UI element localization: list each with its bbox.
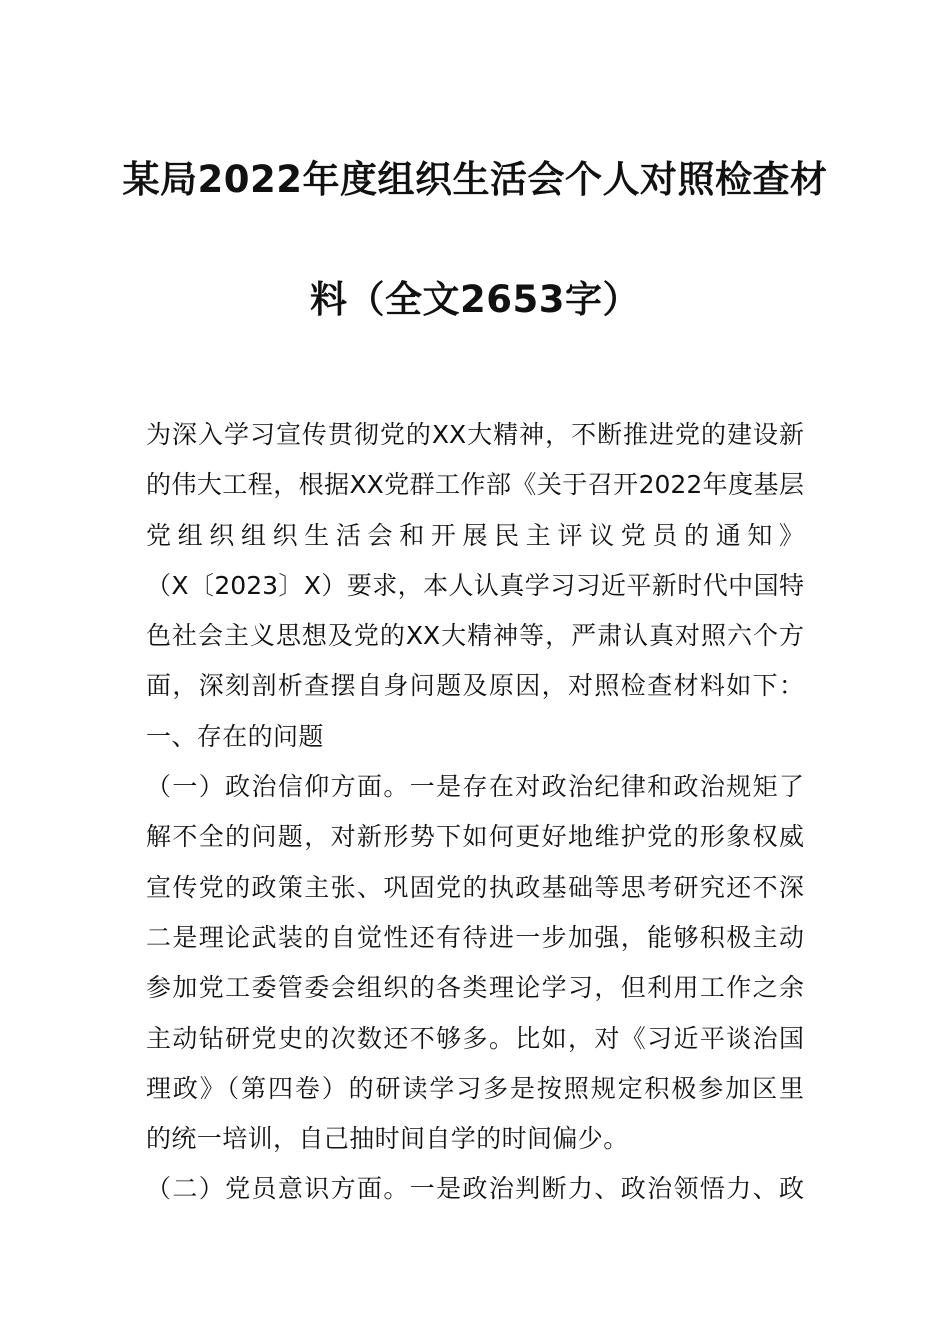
body-line: 的伟大工程，根据XX党群工作部《关于召开2022年度基层 — [146, 470, 804, 500]
body-line: 理政》（第四卷）的研读学习多是按照规定积极参加区里 — [146, 1073, 804, 1103]
body-line: （X〔2023〕X）要求，本人认真学习习近平新时代中国特 — [146, 570, 804, 600]
body-line: 二是理论武装的自觉性还有待进一步加强，能够积极主动 — [146, 922, 804, 952]
body-line: 参加党工委管委会组织的各类理论学习，但利用工作之余 — [146, 973, 804, 1003]
body-line: 宣传党的政策主张、巩固党的执政基础等思考研究还不深 — [146, 872, 804, 902]
document-body — [146, 410, 804, 1215]
body-line: 面，深刻剖析查摆自身问题及原因，对照检查材料如下： — [146, 671, 804, 701]
section-heading: 一、存在的问题 — [146, 721, 324, 751]
document-title-line-2: 料（全文2653字） — [310, 278, 640, 321]
body-line: 的统一培训，自己抽时间自学的时间偏少。 — [146, 1124, 629, 1154]
body-line: 党组织组织生活会和开展民主评议党员的通知》 — [146, 520, 804, 550]
body-line: 解不全的问题，对新形势下如何更好地维护党的形象权威 — [146, 822, 804, 852]
body-line: （一）政治信仰方面。一是存在对政治纪律和政治规矩了 — [146, 772, 804, 802]
body-line: （二）党员意识方面。一是政治判断力、政治领悟力、政 — [146, 1174, 804, 1204]
body-line: 色社会主义思想及党的XX大精神等，严肃认真对照六个方 — [146, 621, 804, 651]
body-line: 为深入学习宣传贯彻党的XX大精神，不断推进党的建设新 — [146, 420, 804, 449]
document-title-line-1: 某局2022年度组织生活会个人对照检查材 — [122, 158, 828, 201]
body-line: 主动钻研党史的次数还不够多。比如，对《习近平谈治国 — [146, 1023, 804, 1053]
